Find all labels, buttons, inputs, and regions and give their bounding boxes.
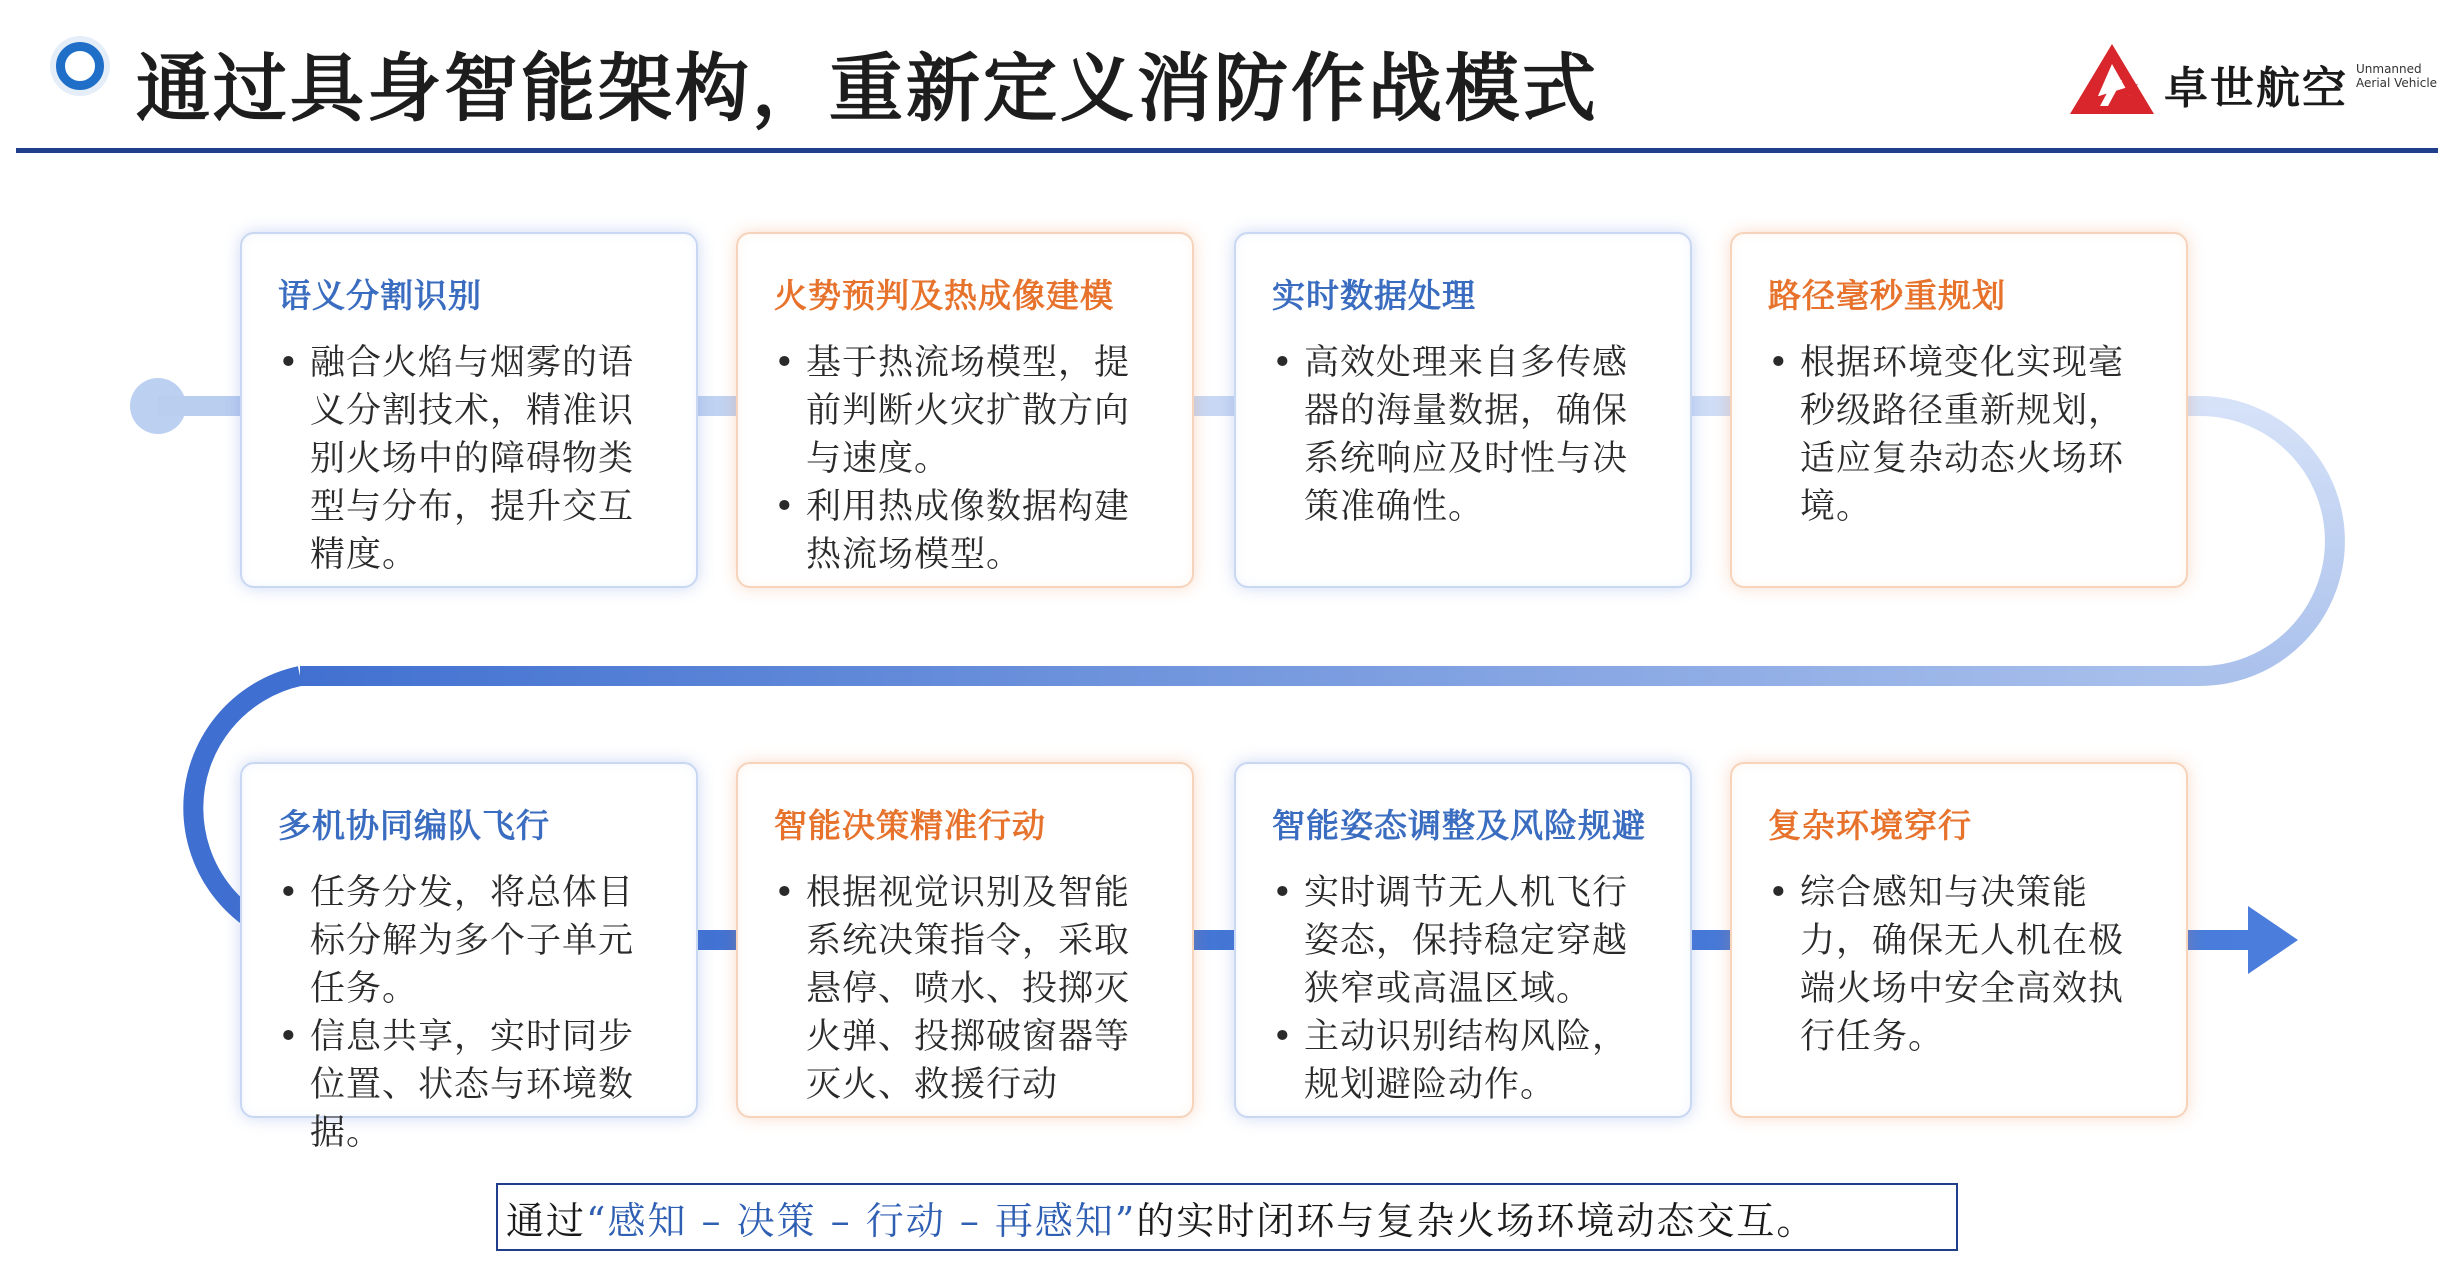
step-title: 火势预判及热成像建模 <box>774 276 1114 315</box>
step-title: 多机协同编队飞行 <box>278 806 550 845</box>
step-card-attitude-adjustment <box>1234 762 1692 1118</box>
step-bullet: • 融合火焰与烟雾的语义分割技术，精准识别火场中的障碍物类型与分布，提升交互精度。 <box>278 339 668 579</box>
step-card-fire-prediction <box>736 232 1194 588</box>
step-bullets <box>278 869 668 1157</box>
step-card-path-replanning <box>1730 232 2188 588</box>
step-bullet: • 高效处理来自多传感器的海量数据，确保系统响应及时性与决策准确性。 <box>1272 339 1662 531</box>
flow-end-arrow <box>2248 906 2298 974</box>
step-card-decision-action <box>736 762 1194 1118</box>
step-card-complex-traversal <box>1730 762 2188 1118</box>
banner-suffix: 的实时闭环与复杂火场环境动态交互。 <box>1136 1198 1817 1243</box>
step-bullet: • 基于热流场模型，提前判断火灾扩散方向与速度。 <box>774 339 1164 483</box>
step-bullet: • 主动识别结构风险，规划避险动作。 <box>1272 1013 1662 1109</box>
step-bullets <box>1272 869 1662 1109</box>
step-bullet: • 根据环境变化实现毫秒级路径重新规划，适应复杂动态火场环境。 <box>1768 339 2158 531</box>
step-title: 实时数据处理 <box>1272 276 1476 315</box>
step-title: 智能决策精准行动 <box>774 806 1046 845</box>
banner-prefix: 通过 <box>506 1198 587 1243</box>
step-bullets <box>774 869 1164 1109</box>
logo-subtitle-line-2: Aerial Vehicle <box>2356 76 2438 90</box>
step-bullet: • 任务分发，将总体目标分解为多个子单元任务。 <box>278 869 668 1013</box>
step-bullet: • 根据视觉识别及智能系统决策指令，采取悬停、喷水、投掷灭火弹、投掷破窗器等灭火、救援行动 <box>774 869 1164 1109</box>
step-bullet: • 信息共享，实时同步位置、状态与环境数据。 <box>278 1013 668 1157</box>
step-bullets <box>278 339 668 579</box>
step-card-realtime-processing <box>1234 232 1692 588</box>
step-bullet: • 实时调节无人机飞行姿态，保持稳定穿越狭窄或高温区域。 <box>1272 869 1662 1013</box>
page-title: 通过具身智能架构，重新定义消防作战模式 <box>136 46 1599 132</box>
step-card-semantic-segmentation <box>240 232 698 588</box>
step-card-formation-flight <box>240 762 698 1153</box>
logo-name: 卓世航空 <box>2164 63 2348 114</box>
step-bullets <box>774 339 1164 579</box>
step-bullets <box>1768 869 2158 1061</box>
step-bullet: • 综合感知与决策能力，确保无人机在极端火场中安全高效执行任务。 <box>1768 869 2158 1061</box>
step-title: 语义分割识别 <box>278 276 482 315</box>
step-title: 复杂环境穿行 <box>1768 806 1972 845</box>
banner-highlight: “感知 – 决策 – 行动 – 再感知” <box>586 1198 1137 1243</box>
summary-banner <box>496 1183 1958 1251</box>
step-title: 路径毫秒重规划 <box>1768 276 2006 315</box>
step-bullets <box>1768 339 2158 531</box>
step-bullet: • 利用热成像数据构建热流场模型。 <box>774 483 1164 579</box>
step-title: 智能姿态调整及风险规避 <box>1272 806 1646 845</box>
step-bullets <box>1272 339 1662 531</box>
logo-subtitle-line-1: Unmanned <box>2356 62 2422 76</box>
flow-right-curve <box>2200 406 2335 676</box>
